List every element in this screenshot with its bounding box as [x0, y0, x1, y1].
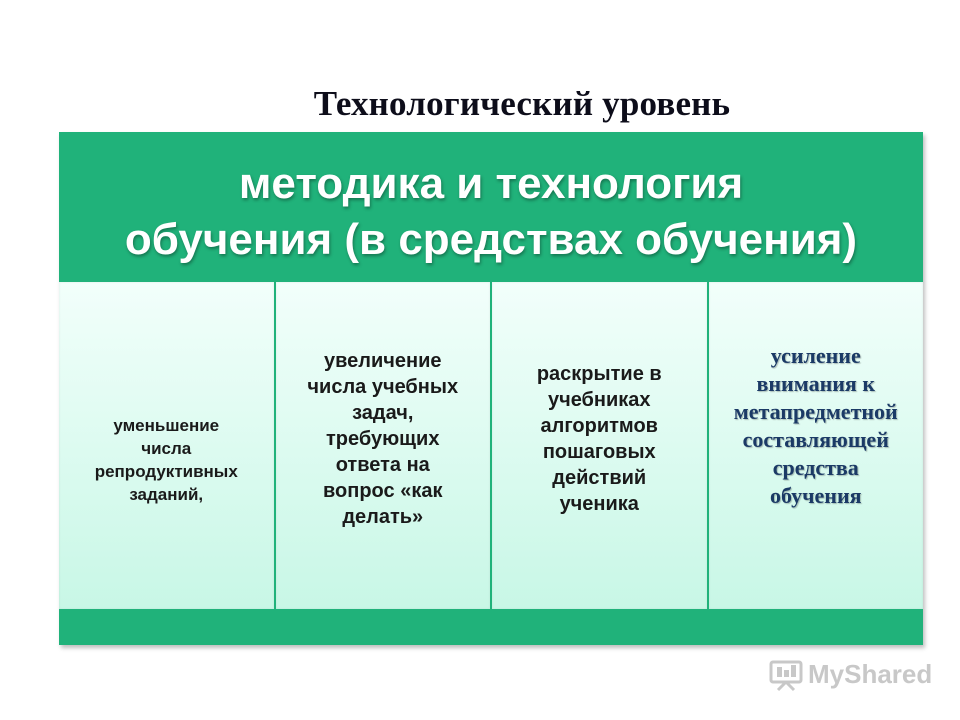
column-4-line: внимания к [756, 370, 875, 396]
myshared-watermark [768, 656, 932, 692]
column-2-line: требующих [326, 427, 440, 450]
panel-header [59, 156, 923, 268]
column-3-line: алгоритмов [540, 414, 658, 437]
column-4-line: обучения [769, 482, 862, 508]
column-4-line: средства [772, 454, 859, 480]
column-4-line: метапредметной [733, 398, 898, 424]
column-4-text [734, 342, 898, 510]
column-4-line: усиление [770, 342, 861, 368]
column-3 [492, 282, 707, 609]
content-panel [59, 132, 923, 645]
slide-title: Технологический уровень [313, 84, 731, 123]
column-3-line: действий [552, 466, 647, 489]
column-3-line: ученика [559, 492, 639, 515]
column-1-line: числа [141, 438, 192, 458]
column-1-line: уменьшение [113, 415, 220, 435]
column-1-text [95, 414, 238, 506]
column-1-line: репродуктивных [94, 461, 238, 481]
column-1-line: заданий, [129, 484, 204, 504]
column-2-line: вопрос «как [323, 479, 443, 502]
panel-header-line-1: методика и технология [238, 159, 744, 208]
column-2-line: задач, [352, 401, 414, 424]
myshared-logo-icon [768, 656, 804, 692]
panel-header-line-2: обучения (в средствах обучения) [124, 215, 858, 264]
column-3-line: учебниках [547, 388, 651, 411]
column-3-line: раскрытие в [536, 362, 662, 385]
column-2-text [307, 348, 458, 530]
column-2-line: числа учебных [307, 375, 459, 398]
watermark-text: MyShared [808, 658, 933, 689]
column-1 [59, 282, 274, 609]
column-4 [709, 282, 924, 609]
columns-row [59, 282, 923, 609]
column-3-line: пошаговых [542, 440, 656, 463]
column-2-line: ответа на [335, 453, 430, 476]
column-2 [276, 282, 491, 609]
column-2-line: делать» [342, 505, 424, 528]
column-2-line: увеличение [323, 349, 442, 372]
column-4-line: составляющей [742, 426, 889, 452]
column-3-text [537, 361, 662, 517]
